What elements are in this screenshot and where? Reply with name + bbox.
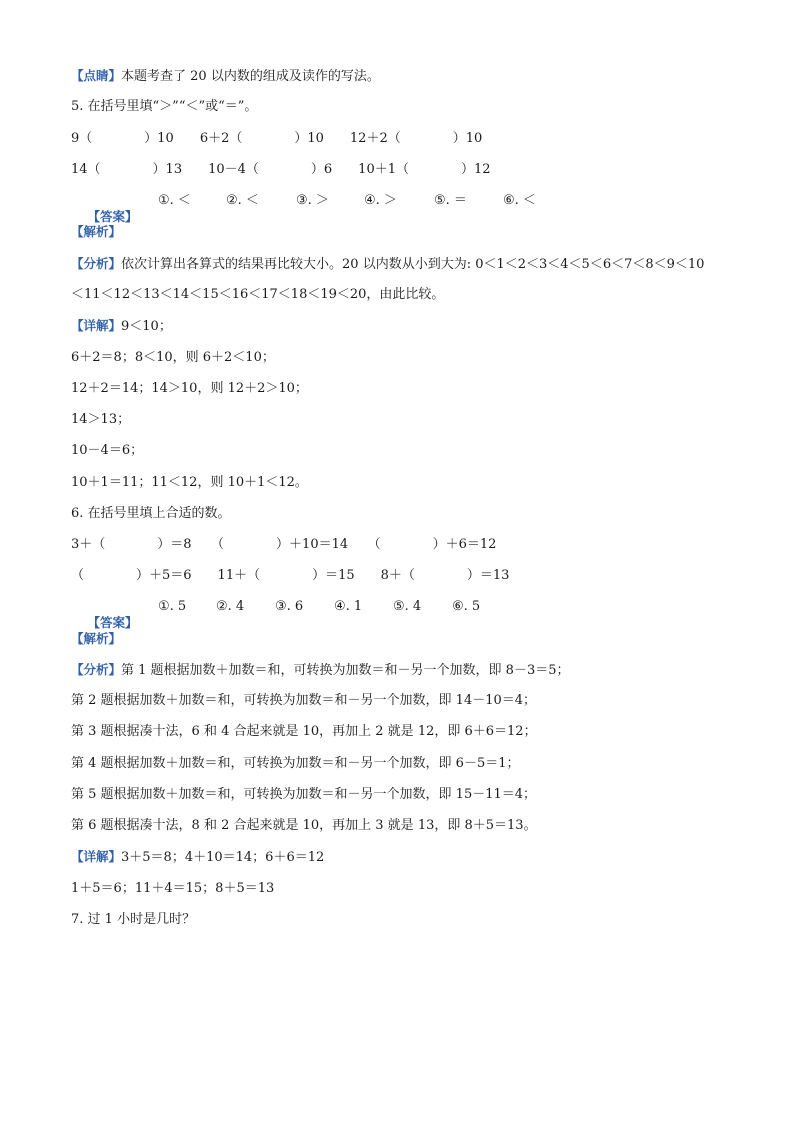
answer-5-item: ②. ＜ xyxy=(226,193,259,208)
answer-6-item: ①. 5 xyxy=(158,599,187,614)
xiangjie-5-step: 10－4＝6； xyxy=(71,443,144,458)
question-6-row-2: （ ）＋5＝6 11＋（ ）＝15 8＋（ ）＝13 xyxy=(71,568,510,583)
xiangjie-5-step: 12＋2＝14；14＞10，则 12＋2＞10； xyxy=(71,381,308,396)
fenxi-5-text: 依次计算出各算式的结果再比较大小。20 以内数从小到大为: 0＜1＜2＜3＜4＜5＜6＜7＜8＜9＜10 xyxy=(121,257,705,272)
answer-5-item: ③. ＞ xyxy=(296,193,329,208)
xiangjie-5-step: 14＞13； xyxy=(71,412,131,427)
dianjing-line xyxy=(71,68,380,85)
fenxi-5-tag: 【分析】 xyxy=(71,256,122,271)
question-6-row-1: 3＋（ ）＝8 （ ）＋10＝14 （ ）＋6＝12 xyxy=(71,537,497,552)
dianjing-text: 本题考查了 20 以内数的组成及读作的写法。 xyxy=(121,69,380,84)
jiexi-6-line xyxy=(71,631,121,648)
fenxi-6-line xyxy=(71,662,570,679)
xiangjie-5-text: 9＜10； xyxy=(121,319,172,334)
answer-5-item: ⑤. ＝ xyxy=(434,193,467,208)
xiangjie-6-line xyxy=(71,849,324,866)
answer-6-item: ⑤. 4 xyxy=(393,599,422,614)
xiangjie-6-step: 1＋5＝6；11＋4＝15；8＋5＝13 xyxy=(71,881,275,896)
question-7-title: 7. 过 1 小时是几时？ xyxy=(71,912,196,927)
jiexi-6-tag: 【解析】 xyxy=(71,631,122,646)
fenxi-6-text: 第 1 题根据加数＋加数＝和，可转换为加数＝和－另一个加数，即 8－3＝5； xyxy=(121,663,570,678)
answer-5-tag: 【答案】 xyxy=(87,209,138,224)
xiangjie-6-text: 3＋5＝8；4＋10＝14；6＋6＝12 xyxy=(121,850,325,865)
answer-6-item: ⑥. 5 xyxy=(452,599,481,614)
jiexi-5-line xyxy=(71,224,121,241)
fenxi-5-line xyxy=(71,256,704,273)
fenxi-5-continuation: ＜11＜12＜13＜14＜15＜16＜17＜18＜19＜20，由此比较。 xyxy=(71,287,445,302)
fenxi-6-step: 第 3 题根据凑十法，6 和 4 合起来就是 10，再加上 2 就是 12，即 6＋6＝12； xyxy=(71,724,537,739)
fenxi-6-step: 第 5 题根据加数＋加数＝和，可转换为加数＝和－另一个加数，即 15－11＝4； xyxy=(71,787,537,802)
answer-6-item: ④. 1 xyxy=(334,599,363,614)
fenxi-6-tag: 【分析】 xyxy=(71,662,122,677)
dianjing-tag: 【点睛】 xyxy=(71,68,122,83)
answer-5-item: ①. ＜ xyxy=(158,193,191,208)
question-6-title: 6. 在括号里填上合适的数。 xyxy=(71,506,231,521)
xiangjie-5-line xyxy=(71,318,172,335)
xiangjie-5-step: 6＋2＝8；8＜10，则 6＋2＜10； xyxy=(71,350,275,365)
question-5-row-1: 9（ ）10 6＋2（ ）10 12＋2（ ）10 xyxy=(71,131,483,146)
answer-5-item: ⑥. ＜ xyxy=(503,193,536,208)
xiangjie-5-tag: 【详解】 xyxy=(71,318,122,333)
fenxi-6-step: 第 4 题根据加数＋加数＝和，可转换为加数＝和－另一个加数，即 6－5＝1； xyxy=(71,756,520,771)
question-5-row-2: 14（ ）13 10－4（ ）6 10＋1（ ）12 xyxy=(71,162,491,177)
fenxi-6-step: 第 2 题根据加数＋加数＝和，可转换为加数＝和－另一个加数，即 14－10＝4； xyxy=(71,693,537,708)
xiangjie-6-tag: 【详解】 xyxy=(71,849,122,864)
jiexi-5-tag: 【解析】 xyxy=(71,224,122,239)
fenxi-6-step: 第 6 题根据凑十法，8 和 2 合起来就是 10，再加上 3 就是 13，即 8＋5＝13。 xyxy=(71,818,537,833)
answer-6-tag: 【答案】 xyxy=(87,615,138,630)
question-5-title: 5. 在括号里填“＞”“＜”或“＝”。 xyxy=(71,99,258,114)
xiangjie-5-step: 10＋1＝11；11＜12，则 10＋1＜12。 xyxy=(71,475,308,490)
answer-6-item: ②. 4 xyxy=(216,599,245,614)
answer-5-item: ④. ＞ xyxy=(364,193,397,208)
answer-6-item: ③. 6 xyxy=(275,599,304,614)
